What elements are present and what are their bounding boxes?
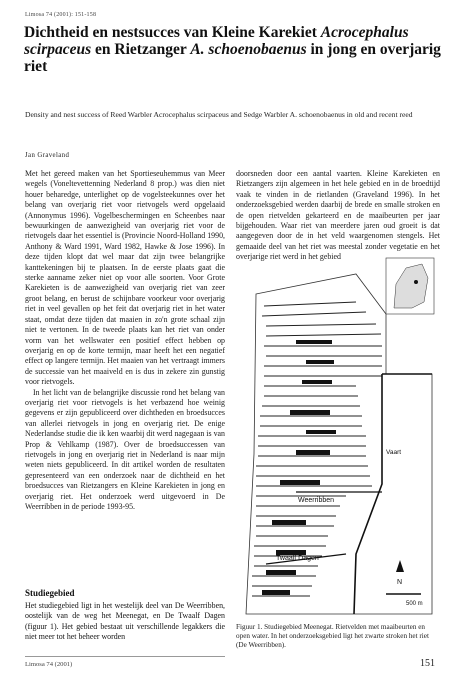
article-title [24,24,449,75]
north-label: N [397,579,403,586]
left-paragraph-2: In het licht van de belangrijke discussie rond het belang van overjarig riet voor rietvogels is het verbazend hoe weinig gegevens er zijn gepubliceerd over dichtheden en broedsucces van allerlei rietvogels in jong en overjarig riet. De enige Nederlandse studie die ik ken waarbij dit werd nagegaan is van Prop & Vehlkamp (1987). Over de broedsuccessen van rietvogels in jong en overjarig riet in Nederland is naar mijn weten niets gepubliceerd. In dit artikel worden de resultaten gepresenteerd van een onderzoek naar de dichtheid en het broedsucces van Rietzangers en Kleine Karekieten in jong en overjarig riet. Het onderzoek werd uitgevoerd in De Weerribben in de periode 1993-95. [25,387,225,511]
title-part-1: Dichtheid en nestsucces van Kleine Karekiet [24,24,321,41]
running-head: Limosa 74 (2001): 151-158 [25,12,97,18]
title-species-1: Acrocephalus scirpaceus [24,24,409,58]
author-name: Jan Graveland [25,152,70,159]
figure-caption: Figuur 1. Studiegebied Meenegat. Rietvelden met maaibeurten en open water. In het onderzoeksgebied ligt het zwarte stroken het riet (De Weerribben). [236,623,429,650]
section-heading: Studiegebied [25,588,75,598]
footer-journal: Limosa 74 (2001) [25,661,73,668]
right-paragraph: doorsneden door een aantal vaarten. Kleine Karekieten en Rietzangers zijn algemeen in het hele gebied en in de broedtijd vaak te vinden in de rietlanden (Graveland 1996). In het onderzoeksgebied werden daarbij de brede en smalle stroken en de open rietvelden gekarteerd en de maaibeurten per jaar bijgehouden. Waar riet van meerdere jaren oud groeit is dat aangegeven door de in het veld waargenomen stengels. Het gemaaide deel van het riet was meestal zonder vegetatie en het overjarige riet werd in het gebied [236,169,440,262]
left-column [25,169,225,512]
scale-label: 500 m [406,601,423,607]
right-column [236,169,440,263]
title-species-2: A. schoenobaenus [190,41,307,58]
section-text: Het studiegebied ligt in het westelijk deel van De Weerribben, oostelijk van de weg het Meenegat, en De Twaalf Dagen (figuur 1). Het gebied bestaat uit verschillende legakkers die niet meer tot het beheer worden [25,601,225,642]
left-paragraph-1: Met het gereed maken van het Sportieseuhemmus van Meer wegels (Voneltevettenning Nederland 8 prop.) was dien niet houer beharedge, unterlighet op de vogelsteekunnes over het belang van overjarig riet voor rietvogels werd opgelaaid (Annonymus 1996). Vogelbeschermingen en Scheenbes naar bewuurkingen de aanwezigheid van overjarig riet voor de rietvogels daar het essentiel is (Provincie Noord-Holland 1990, Anthony & Ward 1991, Ward 1982, Hawke & Jose 1996). In deze tijden klopt dat wel maar dat zijn twee belangrijke kanttekeningen bij te plaatsen. In de eerste plaats gaat die sterke aanname zeker niet op voor alle soorten. Voor Grote Karekieten is de aanwezigheid van overjarig riet van zeer groot belang, en berust de schijnbare voorkeur voor overjarig riet in veel gevallen op het feit dat overjarig riet in het water staat, omdat deze tijden dat maaien in zo'n grote schaal zijn niet te vertonen. In de tweede plaats kan het riet van onder vorm van het wellswater een positief effect hebben op overjarig en op de korte termijn, maar heeft het een negatief effect op langere termijn. Het maaien van het vertraagt immers de successie van het maaiveld en is dus in zekere zin gunstig voor rietvogels. [25,169,225,387]
study-area-map [236,254,440,622]
title-part-3: in jong en overjarig riet [24,41,441,75]
page-number: 151 [420,658,435,669]
map-label-vaart: Vaart [386,449,402,456]
footer-rule [25,656,225,657]
title-part-2: en Rietzanger [91,41,191,58]
map-label-twaalf-dagen: Twaalf Dagen [276,555,319,562]
map-svg [236,254,440,622]
map-label-weerribben: Weerribben [298,497,335,504]
article-subtitle: Density and nest success of Reed Warbler Acrocephalus scirpaceus and Sedge Warbler A. schoenobaenus in old and recent reed [25,110,413,119]
